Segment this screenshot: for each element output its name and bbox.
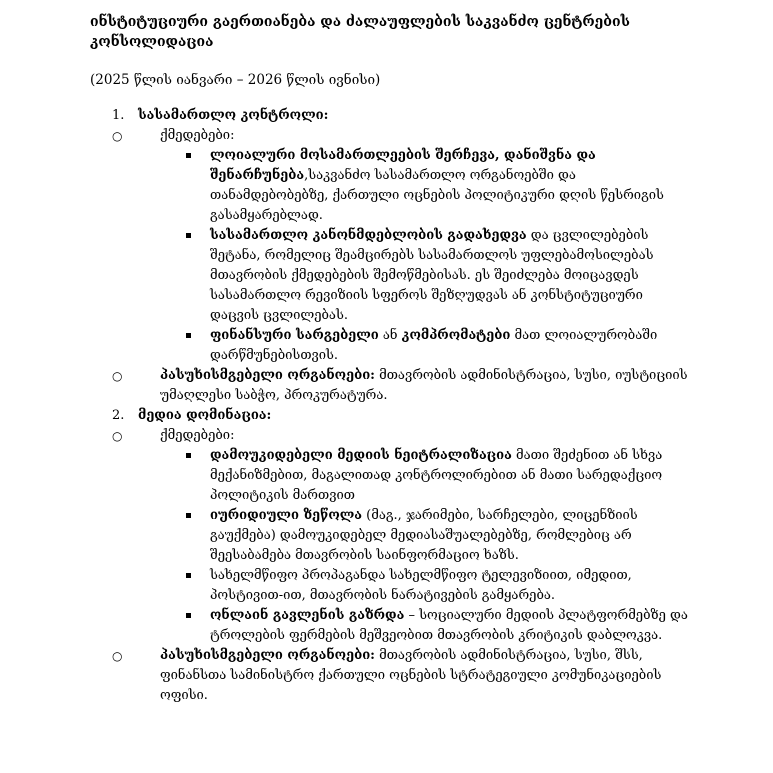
responsible-label: პასუხისმგებელი ორგანოები: — [160, 368, 375, 383]
list-item — [210, 506, 690, 566]
list-item — [210, 326, 690, 366]
responsible-text: მთავრობის ადმინისტრაცია, სუსი, შსს, ფინანსთა სამინისტრო ქართული ოცნების სტრატეგიული კომუნიკაციების ოფისი. — [160, 648, 662, 703]
circle-bullet-icon: ○ — [112, 649, 123, 663]
item-text: მათ ლოიალურობაში დარწმუნებისთვის. — [210, 328, 658, 363]
sections-list — [90, 106, 690, 706]
square-bullet-icon — [186, 613, 191, 618]
item-bold-text: სასამართლო კანონმდებლობის გადახედვა — [210, 228, 527, 243]
square-bullet-icon — [186, 453, 191, 458]
document-title: ინსტიტუციური გაერთიანება და ძალაუფლების საკვანძო ცენტრების კონსოლიდაცია — [90, 14, 630, 50]
measures-item — [112, 426, 690, 646]
section-sublist — [112, 126, 690, 406]
item-bold-text: ონლაინ გავლენის გაზრდა — [210, 608, 405, 623]
list-item — [210, 446, 690, 506]
measures-item — [112, 126, 690, 366]
item-text: ,საკვანძო სასამართლო ორგანოებში და თანამდებობებზე, ქართული ოცნების პოლიტიკური დღის წესრიგის გასამყარებლად. — [210, 168, 664, 223]
responsible-item — [112, 366, 690, 406]
list-item — [210, 566, 690, 606]
circle-bullet-icon: ○ — [112, 429, 123, 443]
item-text-mid: ან — [378, 328, 402, 343]
list-item — [210, 226, 690, 326]
item-text: – სოციალური მედიის პლატფორმებზე და ტროლების ფერმების მეშვეობით მთავრობის კრიტიკის დაბლოკვა. — [210, 608, 688, 643]
measures-label: ქმედებები: — [160, 128, 235, 143]
section-sublist — [112, 426, 690, 706]
square-bullet-icon — [186, 153, 191, 158]
square-bullet-icon — [186, 233, 191, 238]
section-item — [90, 106, 690, 406]
square-bullet-icon — [186, 513, 191, 518]
item-bold-text: დამოუკიდებელი მედიის ნეიტრალიზაცია — [210, 448, 512, 463]
section-number: 1. — [112, 108, 125, 123]
circle-bullet-icon: ○ — [112, 129, 123, 143]
responsible-item — [112, 646, 690, 706]
list-item — [210, 606, 690, 646]
document-period: (2025 წლის იანვარი – 2026 წლის ივნისი) — [90, 72, 381, 88]
item-text: (მაგ., ჯარიმები, სარჩელები, ლიცენზიის გაუქმება) დამოუკიდებელ მედიასაშუალებებზე, რომლებიც არ შეესაბამება მთავრობის საინფორმაციო ხაზს. — [210, 508, 638, 563]
section-heading: სასამართლო კონტროლი: — [138, 108, 329, 123]
item-bold-text: იურიდიული ზეწოლა — [210, 508, 363, 523]
item-bold-text-2: კომპრომატები — [401, 328, 511, 343]
responsible-label: პასუხისმგებელი ორგანოები: — [160, 648, 375, 663]
measures-label: ქმედებები: — [160, 428, 235, 443]
list-item — [210, 146, 690, 226]
section-item — [90, 406, 690, 706]
measures-list — [138, 146, 690, 366]
item-text: სახელმწიფო პროპაგანდა სახელმწიფო ტელევიზიით, იმედით, პოსტივით-ით, მთავრობის ნარატივების გამყარება. — [210, 568, 632, 603]
square-bullet-icon — [186, 573, 191, 578]
section-number: 2. — [112, 408, 125, 423]
item-bold-text: ლოიალური მოსამართლეების შერჩევა, დანიშვნა და შენარჩუნება — [210, 148, 596, 183]
circle-bullet-icon: ○ — [112, 369, 123, 383]
item-text: მათი შეძენით ან სხვა მექანიზმებით, მაგალითად კონტროლირებით ან მათი სარედაქციო პოლიტიკის მართვით — [210, 448, 663, 503]
section-heading: მედია დომინაცია: — [138, 408, 272, 423]
item-bold-text: ფინანსური სარგებელი — [210, 328, 379, 343]
square-bullet-icon — [186, 333, 191, 338]
measures-list — [138, 446, 690, 646]
responsible-text: მთავრობის ადმინისტრაცია, სუსი, იუსტიციის უმაღლესი საბჭო, პროკურატურა. — [160, 368, 688, 403]
document-page — [90, 12, 690, 706]
item-text: და ცვლილებების შეტანა, რომელიც შეამცირებს სასამართლოს უფლებამოსილებას მთავრობის ქმედებების შემოწმებისას. ეს შეიძლება მოიცავდეს სასამართლო რევიზიის სფეროს შეზღუდვას ან კონსტიტუციური დაცვის ცვლილებას. — [210, 228, 654, 323]
